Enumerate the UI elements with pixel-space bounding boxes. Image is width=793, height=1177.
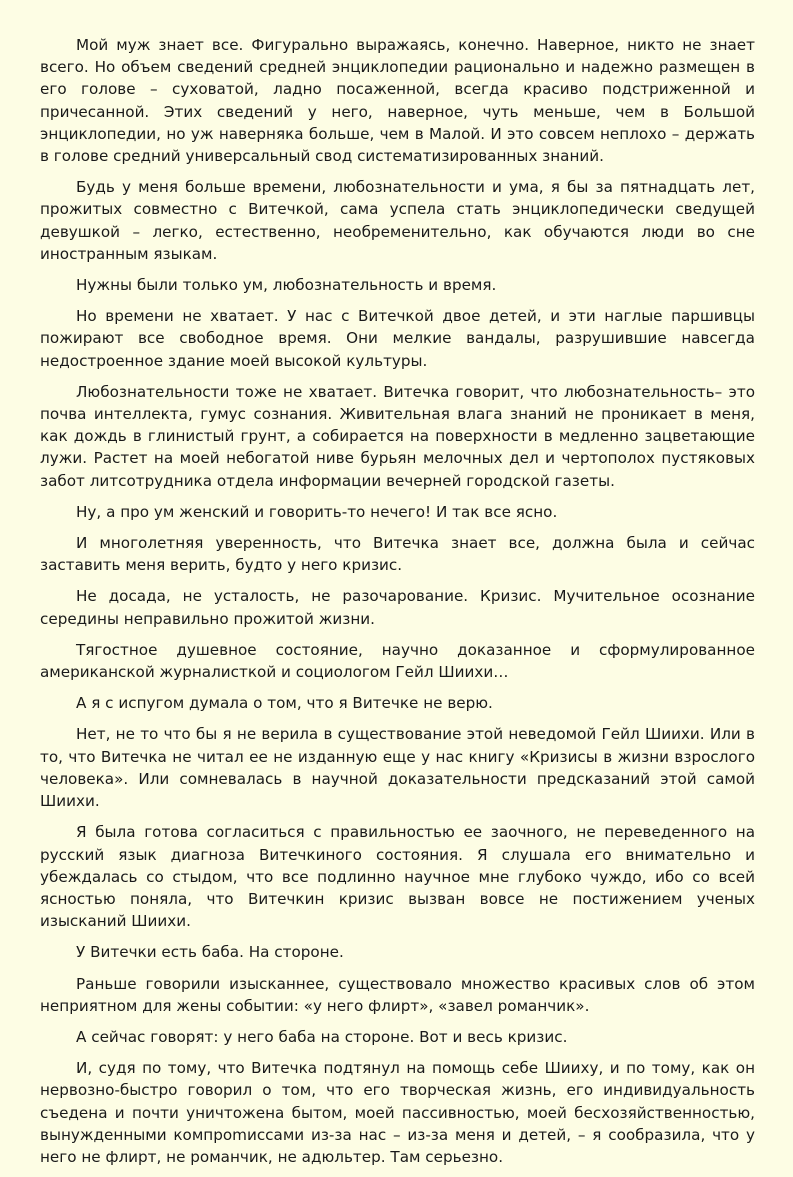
document-page [40, 34, 755, 1177]
paragraph: Нужны были только ум, любознательность и время. [76, 276, 497, 295]
paragraph: И многолетняя уверенность, что Витечка знает все, должна была и сейчас заставить меня верить, будто у него кризис. [40, 534, 755, 575]
paragraph: Будь у меня больше времени, любознательности и ума, я бы за пятнадцать лет, прожитых совместно с Витечкой, сама успела стать энциклопедически сведущей девушкой – легко, естественно, необременительно, как обучаются люди во сне иностранным языкам. [40, 178, 755, 263]
paragraph: Не досада, не усталость, не разочарование. Кризис. Мучительное осознание середины неправильно прожитой жизни. [40, 587, 755, 628]
paragraph: А я с испугом думала о том, что я Витечке не верю. [76, 694, 493, 713]
paragraph: Любознательности тоже не хватает. Витечка говорит, что любознательность– это почва интеллекта, гумус сознания. Живительная влага знаний не проникает в меня, как дождь в глинистый грунт, а собирается на поверхности в медленно зацветающие лужи. Растет на моей небогатой ниве бурьян мелочных дел и чертополох пустяковых забот литсотрудника отдела информации вечерней городской газеты. [40, 382, 755, 490]
paragraph: Но времени не хватает. У нас с Витечкой двое детей, и эти наглые паршивцы пожирают все свободное время. Они мелкие вандалы, разрушившие навсегда недостроенное здание моей высокой культуры. [40, 307, 755, 370]
paragraph: У Витечки есть баба. На стороне. [76, 943, 344, 962]
paragraph: Ну, а про ум женский и говорить-то нечего! И так все ясно. [76, 502, 558, 521]
paragraph: И, судя по тому, что Витечка подтянул на помощь себе Шииху, и по тому, как он нервозно-быстро говорил о том, что его творческая жизнь, его индивидуальность съедена и почти уничтожена бытом, моей пассивностью, моей бесхозяйственностью, вынужденными компроmиссами из-за нас – из-за меня и детей, – я сообразила, что у него не флирт, не романчик, не адюльтер. Там серьезно. [40, 1059, 755, 1166]
paragraph: Я была готова согласиться с правильностью ее заочного, не переведенного на русский язык диагноза Витечкиного состояния. Я слушала его внимательно и убеждалась со стыдом, что все подлинно научное мне глубоко чуждо, ибо со всей ясностью поняла, что Витечкин кризис вызван вовсе не постижением ученых изысканий Шиихи. [40, 823, 755, 931]
paragraph: Раньше говорили изысканнее, существовало множество красивых слов об этом неприятном для жены событии: «у него флирт», «завел романчик». [40, 974, 755, 1015]
paragraph: Мой муж знает все. Фигурально выражаясь, конечно. Наверное, никто не знает всего. Но объем сведений средней энциклопедии рационально и надежно размещен в его голове – суховатой, ладно посаженной, всегда красиво подстриженной и причесанной. Этих сведений у него, наверное, чуть меньше, чем в Большой энциклопедии, но уж наверняка больше, чем в Малой. И это совсем неплохо – держать в голове средний универсальный свод систематизированных знаний. [40, 36, 755, 166]
paragraph: Нет, не то что бы я не верила в существование этой неведомой Гейл Шиихи. Или в то, что Витечка не читал ее не изданную еще у нас книгу «Кризисы в жизни взрослого человека». Или сомневалась в научной доказательности предсказаний этой самой Шиихи. [40, 725, 755, 811]
paragraph: А сейчас говорят: у него баба на стороне. Вот и весь кризис. [76, 1027, 568, 1046]
paragraph: Тягостное душевное состояние, научно доказанное и сформулированное американской журналисткой и социологом Гейл Шиихи… [40, 640, 755, 682]
